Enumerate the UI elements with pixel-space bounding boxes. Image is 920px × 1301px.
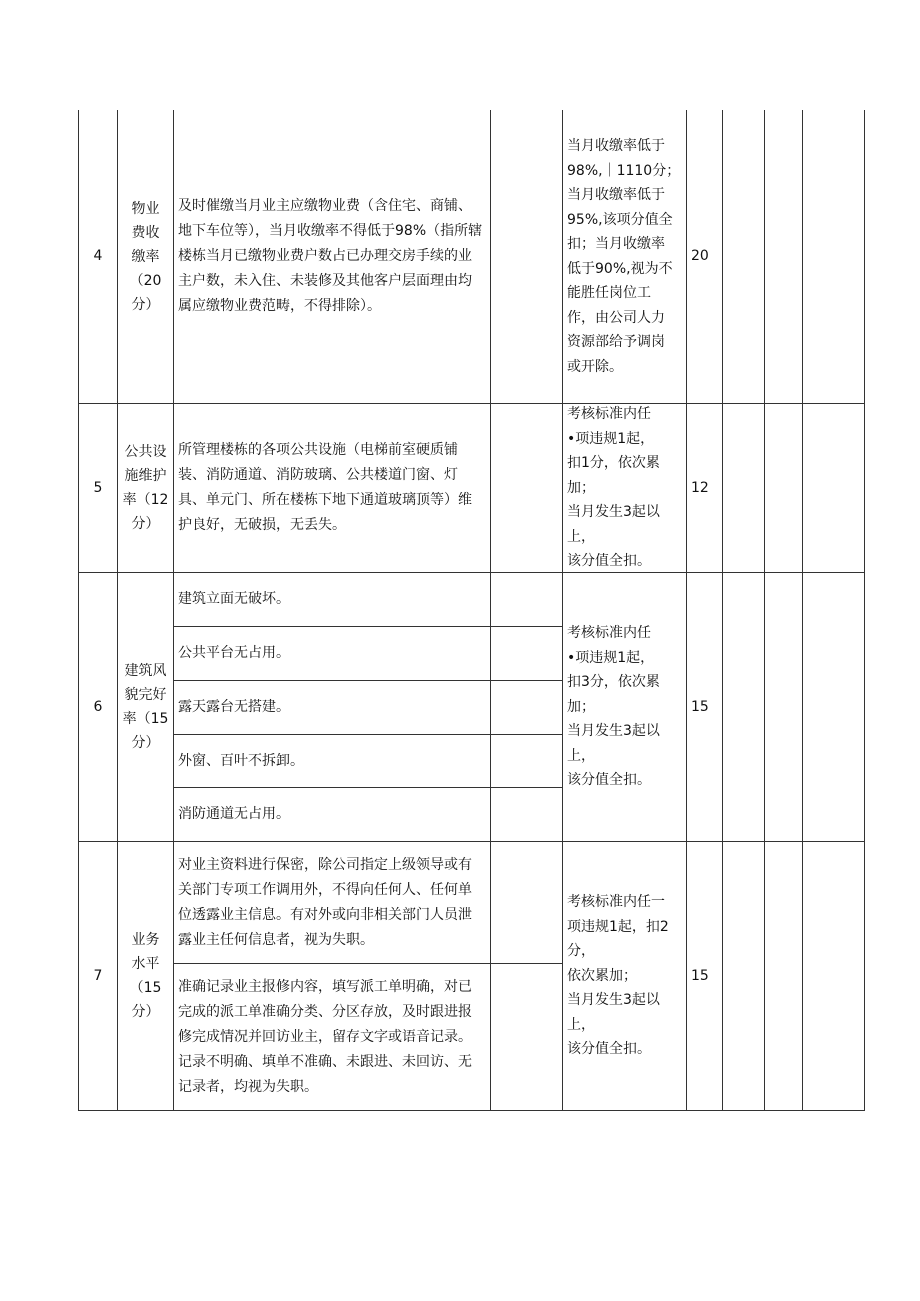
score-value: 15 [691, 967, 709, 984]
standard-text-content: 及时催缴当月业主应缴物业费（含住宅、商铺、地下车位等），当月收缴率不得低于98%（指所辖楼栋当月已缴物业费户数占已办理交房手续的业主户数，未入住、未装修及其他客户层面理由均属应缴物业费范畴，不得排除）。 [178, 198, 483, 314]
deduction-rule: 考核标准内任一 项违规1起，扣2分， 依次累加； 当月发生3起以上， 该分值全扣。 [567, 894, 669, 1058]
standard-text: 露天露台无搭建。 [178, 699, 290, 715]
standard-text [174, 110, 490, 403]
standard-text [174, 842, 490, 963]
col-line [722, 110, 723, 1111]
score-value: 15 [691, 698, 709, 715]
standard-text [174, 404, 490, 572]
standard-text-content: 准确记录业主报修内容，填写派工单明确，对已完成的派工单准确分类、分区存放，及时跟进报修完成情况并回访业主，留存文字或语音记录。记录不明确、填单不准确、未跟进、未回访、无记录者，均视为失职。 [178, 978, 472, 1095]
standard-text [174, 964, 490, 1110]
col-line [802, 110, 803, 1111]
deduction-rule: 当月收缴率低于 98%,｜1110分； 当月收缴率低于 95%,该项分值全 扣；当月收缴率 低于90%,视为不 能胜任岗位工 作，由公司人力 资源部给予调岗 或开除。 [567, 138, 681, 375]
standard-text-content: 所管理楼栋的各项公共设施（电梯前室硬质铺装、消防通道、消防玻璃、公共楼道门窗、灯具、单元门、所在楼栋下地下通道玻璃顶等）维护良好，无破损，无丢失。 [178, 442, 472, 533]
standard-text: 消防通道无占用。 [178, 806, 290, 822]
category-label: 物业 费收 缴率 （20 分） [129, 200, 162, 313]
standard-text: 建筑立面无破坏。 [178, 591, 290, 607]
deduction-rule: 考核标准内任 •项违规1起， 扣1分，依次累 加； 当月发生3起以上， 该分值全扣。 [567, 406, 660, 570]
col-line [490, 110, 491, 1111]
score-value: 20 [691, 248, 709, 264]
deduction-rule: 考核标准内任 •项违规1起， 扣3分，依次累 加； 当月发生3起以上， 该分值全扣。 [567, 625, 660, 789]
category-label: 建筑风 貌完好 率（15 分） [122, 663, 169, 751]
row-number: 4 [93, 248, 103, 264]
standard-text: 公共平台无占用。 [178, 645, 290, 661]
table-border-bottom [78, 1110, 865, 1111]
row-number: 7 [93, 967, 103, 984]
table-border-right [864, 110, 865, 1111]
category-label: 公共设 施维护 率（12 分） [122, 444, 169, 532]
standard-text: 外窗、百叶不拆卸。 [178, 752, 304, 769]
score-value: 12 [691, 479, 709, 496]
col-line [764, 110, 765, 1111]
category-label: 业务 水平 （15 分） [129, 932, 162, 1020]
standard-text-content: 对业主资料进行保密，除公司指定上级领导或有关部门专项工作调用外，不得向任何人、任何单位透露业主信息。有对外或向非相关部门人员泄露业主任何信息者，视为失职。 [178, 856, 472, 948]
row-number: 5 [93, 479, 103, 496]
row-number: 6 [93, 698, 103, 715]
